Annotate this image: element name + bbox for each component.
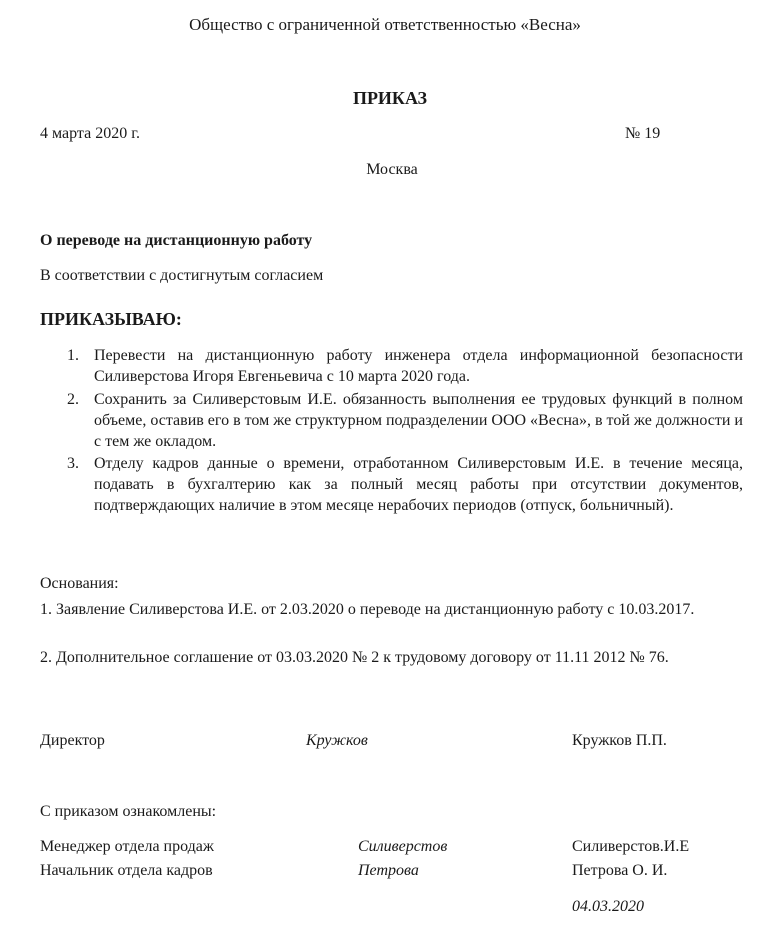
order-directive: ПРИКАЗЫВАЮ: bbox=[40, 309, 182, 329]
acknowledgement-date: 04.03.2020 bbox=[572, 898, 644, 915]
acknowledged-name: Силиверстов.И.Е bbox=[572, 838, 690, 855]
director-signature: Кружков bbox=[306, 732, 368, 749]
ground-item: 2. Дополнительное соглашение от 03.03.2020 № 2 к трудовому договору от 11.11 2012 № 76. bbox=[40, 649, 669, 666]
company-name: Общество с ограниченной ответственностью «Весна» bbox=[189, 15, 581, 34]
order-item bbox=[40, 345, 743, 388]
order-item-number: 2. bbox=[67, 391, 79, 408]
order-date: 4 марта 2020 г. bbox=[40, 125, 140, 142]
grounds-title: Основания: bbox=[40, 575, 119, 592]
ground-item: 1. Заявление Силиверстова И.Е. от 2.03.2020 о переводе на дистанционную работу с 10.03.2017. bbox=[40, 601, 695, 618]
order-number: № 19 bbox=[625, 125, 661, 142]
order-items-list bbox=[40, 345, 743, 538]
order-city: Москва bbox=[366, 161, 418, 178]
acknowledged-position: Начальник отдела кадров bbox=[40, 862, 213, 879]
acknowledged-signature: Петрова bbox=[358, 862, 419, 879]
acknowledged-title: С приказом ознакомлены: bbox=[40, 803, 217, 820]
order-item-number: 1. bbox=[67, 347, 79, 364]
director-position: Директор bbox=[40, 732, 105, 749]
order-subject: О переводе на дистанционную работу bbox=[40, 232, 313, 249]
acknowledged-position: Менеджер отдела продаж bbox=[40, 838, 214, 855]
acknowledged-name: Петрова О. И. bbox=[572, 862, 668, 879]
acknowledged-signature: Силиверстов bbox=[358, 838, 448, 855]
order-item-text: Перевести на дистанционную работу инженера отдела информационной безопасности Силиверстова Игоря Евгеньевича с 10 марта 2020 года. bbox=[94, 347, 743, 385]
director-name: Кружков П.П. bbox=[572, 732, 667, 749]
order-item bbox=[40, 389, 743, 452]
order-item-number: 3. bbox=[67, 455, 79, 472]
order-item-text: Сохранить за Силиверстовым И.Е. обязанность выполнения ее трудовых функций в полном объеме, оставив его в том же структурном подразделении ООО «Весна», в той же должности и с тем же окладом. bbox=[94, 391, 743, 450]
order-item-text: Отделу кадров данные о времени, отработанном Силиверстовым И.Е. в течение месяца, подавать в бухгалтерию как за полный месяц работы при отсутствии документов, подтверждающих наличие в этом месяце нерабочих периодов (отпуск, больничный). bbox=[94, 455, 743, 514]
order-basis: В соответствии с достигнутым согласием bbox=[40, 267, 324, 284]
order-item bbox=[40, 453, 743, 537]
document-title: ПРИКАЗ bbox=[352, 88, 428, 108]
